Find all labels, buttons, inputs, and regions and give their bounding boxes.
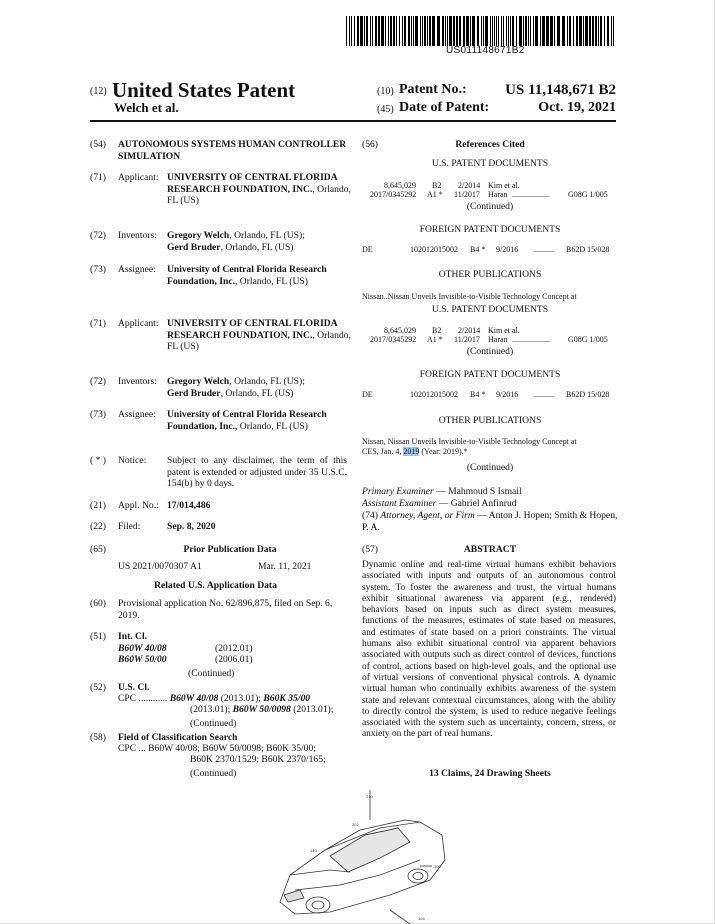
inventor-1: Gregory Welch [167,230,230,241]
foreign-docs-heading: FOREIGN PATENT DOCUMENTS [419,224,561,235]
barcode-bar [357,16,359,46]
barcode-bar [519,16,522,46]
inventor-2-dup: Gerd Bruder [167,387,221,399]
foreign-docs-heading-dup: FOREIGN PATENT DOCUMENTS [419,369,561,380]
figure-label-3: 300 [434,864,441,869]
us-ref-1-inventor-dup: Kim et al. [488,326,520,335]
us-ref-2-kind: A1 * [427,190,443,199]
barcode-bar [381,16,384,46]
inventor-2-location-dup: , Orlando, FL (US) [220,387,294,399]
us-ref-2-class-dup: G08G 1/005 [568,335,608,344]
barcode-bar [388,16,389,46]
claims-count: 13 Claims, 24 Drawing Sheets [429,768,551,779]
assignee-label-dup: Assignee: [118,409,156,420]
barcode-bar [354,16,355,46]
primary-examiner-label: Primary Examiner [362,486,434,497]
us-ref-1-inventor: Kim et al. [488,181,520,190]
barcode-bar [540,16,541,46]
barcode-bar [569,16,571,46]
field-21-num: (21) [90,500,106,511]
assistant-examiner-name: — Gabriel Anfinrud [436,498,517,509]
barcode-bar [420,16,421,46]
cpc-c: B60W 50/0098 [232,704,291,715]
document-title: United States Patent [112,78,296,102]
barcode-bar [346,16,347,46]
barcode-bar [485,16,488,46]
inventor-1-location-dup: , Orlando, FL (US); [229,376,305,387]
barcode-bar [437,16,440,46]
field-73-num-dup: (73) [90,409,106,420]
figure-label-4: 202 [352,822,359,827]
barcode-bar [533,16,534,46]
cpc-prefix: CPC ............ [118,693,168,704]
us-docs-heading: U.S. PATENT DOCUMENTS [431,158,549,169]
field-search-continued: (Continued) [190,768,237,779]
barcode-bar [375,16,377,46]
us-ref-2-inventor: Haran [488,190,508,199]
nissan-line-1: Nissan, Nissan Unveils Invisible-to-Visible Technology Concept at [362,437,577,446]
assignee-name-dup: University of Central Florida Research Foundation, Inc. [167,409,327,432]
barcode-bar [579,16,582,46]
barcode-bar [378,16,380,46]
notice-num: ( * ) [90,455,106,466]
barcode-bar [422,16,423,46]
us-ref-1-date-dup: 2/2014 [458,326,481,335]
us-ref-2-number-dup: 2017/0345292 [370,335,417,344]
field-54-num: (54) [90,139,106,150]
barcode-bar [542,16,545,46]
patent-number: US 11,148,671 B2 [505,82,616,98]
barcode-bar [396,16,397,46]
applicant-location-dup: , Orlando, FL (US) [167,329,351,352]
barcode-bar [463,16,465,46]
us-ref-2-kind-dup: A1 * [427,335,443,344]
barcode-bar [366,16,368,46]
barcode-bar [432,16,435,46]
barcode-bar [408,16,410,46]
inventors-label-dup: Inventors: [118,376,157,387]
barcode-bar [576,16,578,46]
abstract-text: Dynamic online and real-time virtual humans exhibit behaviors associated with inputs and outputs of an autonomous control system. To foster the awareness and trust, the virtual humans exhibit situational awareness via apparent (e.g., rendered) behaviors based on inputs such as direct system measures, functions of the measures, estimates of state based on measures, and estimates of state based on a priori constraints. The virtual humans also exhibit situational control via apparent behaviors associated with outputs such as direct control of devices, functions of control, actions based on high-level goals, and the optional use of virtual versions of conventional physical controls. A dynamic virtual human who continually exhibits awareness of the system state and relevant contextual circumstances, along with the ability to directly control the system, is used to reduce negative feelings associated with the system such as uncertainty, concern, stress, or anxiety on the part of real humans. [362,560,616,740]
us-ref-2-date: 11/2017 [454,190,480,199]
us-ref-2-number: 2017/0345292 [370,190,417,199]
barcode-bar [477,16,479,46]
filed-value: Sep. 8, 2020 [167,521,216,532]
field-51-num: (51) [90,631,106,642]
barcode-bar [611,16,612,46]
barcode-bar [516,16,517,46]
inventor-1-location: , Orlando, FL (US); [229,230,305,241]
barcode-bar [498,16,499,46]
cpc-b: B60K 35/00 [263,693,311,704]
applicant-label-dup: Applicant: [118,318,159,329]
foreign-ref-date: 9/2016 [496,245,519,254]
figure-label-5: 140 [310,848,317,853]
assignee-label: Assignee: [118,264,156,275]
barcode-bar [442,16,444,46]
us-ref-2-class: G08G 1/005 [568,190,608,199]
barcode-bar [530,16,531,46]
patent-no-label: Patent No.: [399,82,467,97]
us-ref-1-number: 8,645,029 [384,181,416,190]
barcode-bar [494,16,495,46]
field-search-line-2: B60K 2370/1529; B60K 2370/165; [190,754,326,765]
barcode-bar [554,16,555,46]
other-pubs-heading-dup: OTHER PUBLICATIONS [438,415,542,426]
barcode-bar [600,16,602,46]
barcode-bar [525,16,527,46]
us-refs-continued-dup: (Continued) [466,346,514,357]
barcode-bar [445,16,446,46]
foreign-ref-class-dup: B62D 15/028 [566,390,610,399]
int-cl-1-date: (2012.01) [215,643,253,654]
assignee-location-dup: , Orlando, FL (US) [234,420,308,432]
barcode-bar [393,16,395,46]
us-ref-2-inventor-dup: Haran [488,335,508,344]
barcode-bar [490,16,491,46]
int-cl-1: B60W 40/08 [118,643,167,654]
inventor-2: Gerd Bruder [167,241,221,253]
figure-label-2: 104 [418,916,425,921]
assignee-value [167,264,357,287]
us-ref-2-dots: ................... [512,190,550,199]
us-ref-1-date: 2/2014 [458,181,481,190]
figure-label-1: 210 [366,794,373,799]
barcode-bar [449,16,452,46]
car-figure [270,790,450,924]
field-52-num: (52) [90,682,106,693]
header-code-45: (45) [377,104,394,115]
us-ref-1-kind: B2 [432,181,442,190]
date-label: Date of Patent: [399,100,490,115]
barcode-bar [506,16,507,46]
notice-label: Notice: [118,455,147,466]
appl-no-value: 17/014,486 [167,500,211,511]
primary-examiner-name: — Mahmoud S Ismail [433,486,522,497]
foreign-ref-number: 102012015002 [410,245,458,254]
appl-no-label: Appl. No.: [118,500,159,511]
related-apps-heading: Related U.S. Application Data [154,580,277,591]
field-60-num: (60) [90,598,106,609]
applicant-value [167,172,352,207]
us-cl-label: U.S. Cl. [118,682,150,693]
prior-pub-date: Mar. 11, 2021 [258,561,312,572]
attorney-label: Attorney, Agent, or Firm [380,510,475,521]
other-pubs-heading: OTHER PUBLICATIONS [438,269,542,280]
foreign-ref-kind-dup: B4 * [470,390,486,399]
barcode-bar [550,16,553,46]
barcode-bar [470,16,471,46]
field-22-num: (22) [90,521,106,532]
barcode-bar [402,16,403,46]
us-docs-heading-dup: U.S. PATENT DOCUMENTS [431,304,549,315]
attorney-name: — Anton J. Hopen; Smith & Hopen, P. A. [362,510,618,533]
barcode-bar [411,16,412,46]
barcode-bar [429,16,431,46]
us-ref-1-kind-dup: B2 [432,326,442,335]
barcode-bar [399,16,400,46]
us-refs-continued: (Continued) [466,201,514,212]
abstract-heading: ABSTRACT [463,544,517,555]
barcode-bar [447,16,448,46]
barcode-bar [370,16,371,46]
other-pubs-continued: (Continued) [466,462,514,473]
inventors-value [167,230,357,253]
inventors-short: Welch et al. [114,100,179,115]
barcode-bar [459,16,461,46]
assignee-name: University of Central Florida Research Foundation, Inc. [167,264,327,287]
barcode-bar [573,16,574,46]
patent-date: Oct. 19, 2021 [538,100,616,115]
barcode-bar [528,16,529,46]
barcode-bar [557,16,560,46]
int-cl-2-date: (2006.01) [215,654,253,665]
assistant-examiner-label: Assistant Examiner [362,498,437,509]
selected-year-highlight[interactable]: 2019 [403,446,420,456]
barcode-bar [607,16,609,46]
nissan-line-2b: (Year: 2019).* [419,446,468,456]
attorney-num: (74) [362,510,378,521]
applicant-label: Applicant: [118,172,159,183]
field-71-num-dup: (71) [90,318,106,329]
barcode-bar [589,16,591,46]
barcode-bar [501,16,502,46]
field-71-num: (71) [90,172,106,183]
nissan-line-2a: CES, Jan. 4, [362,446,404,456]
prior-publication-heading: Prior Publication Data [183,544,277,555]
applicant-value-dup [167,318,352,353]
barcode-bar [496,16,497,46]
barcode-bar [481,16,482,46]
barcode-bar [508,16,509,46]
cpc-a-date: (2013.01); [218,693,264,704]
barcode-bar [404,16,406,46]
barcode-bar [453,16,455,46]
us-cl-cpc-line2 [190,704,350,716]
us-ref-2-date-dup: 11/2017 [454,335,480,344]
barcode-bar [567,16,568,46]
assignee-value-dup [167,409,357,432]
field-72-num-dup: (72) [90,376,106,387]
foreign-ref-class: B62D 15/028 [566,245,610,254]
field-56-num: (56) [362,139,378,150]
applicant-location: , Orlando, FL (US) [167,183,351,206]
field-72-num: (72) [90,230,106,241]
barcode-bar [592,16,594,46]
references-heading: References Cited [455,139,525,150]
barcode-bar [360,16,363,46]
applicant-name-dup: UNIVERSITY OF CENTRAL FLORIDA RESEARCH FOUNDATION, INC. [167,318,338,341]
field-search-label: Field of Classification Search [118,732,238,743]
nissan-citation [362,437,620,456]
barcode-bar [613,16,614,46]
prior-pub-number: US 2021/0070307 A1 [118,561,202,572]
barcode-bar [583,16,584,46]
barcode-bar [351,16,352,46]
barcode-bar [562,16,565,46]
barcode-bar [585,16,588,46]
primary-examiner [362,486,620,498]
assignee-location: , Orlando, FL (US) [234,275,308,287]
provisional-text: Provisional application No. 62/896,875, filed on Sep. 6, 2019. [118,598,333,621]
barcode-bar [472,16,475,46]
foreign-ref-number-dup: 102012015002 [410,390,458,399]
int-cl-label: Int. Cl. [118,631,148,642]
filed-label: Filed: [118,521,141,532]
cpc-b-date: (2013.01); [190,704,233,715]
int-cl-2: B60W 50/00 [118,654,167,665]
notice-text: Subject to any disclaimer, the term of this patent is extended or adjusted under 35 U.S.C. 154(b) by 0 days. [167,455,347,489]
us-cl-continued: (Continued) [190,718,237,729]
barcode-bar [413,16,414,46]
barcode-bar [390,16,392,46]
barcode-bar [604,16,605,46]
foreign-ref-country-dup: DE [362,390,373,399]
cpc-c-date: (2013.01); [290,704,334,715]
barcode-bar [483,16,484,46]
field-65-num: (65) [90,544,106,555]
inventor-1-dup: Gregory Welch [167,376,230,387]
foreign-ref-date-dup: 9/2016 [496,390,519,399]
barcode-bar [372,16,373,46]
foreign-ref-dots-dup: .......... [534,390,554,399]
field-57-num: (57) [362,544,378,555]
barcode-bar [595,16,597,46]
field-search-line-1: CPC ... B60W 40/08; B60W 50/0098; B60K 35/00; [118,743,316,754]
foreign-ref-kind: B4 * [470,245,486,254]
foreign-ref-country: DE [362,245,373,254]
us-ref-1-number-dup: 8,645,029 [384,326,416,335]
barcode-bar [492,16,493,46]
assistant-examiner [362,498,620,510]
foreign-ref-dots: .......... [534,245,554,254]
field-73-num: (73) [90,264,106,275]
us-ref-2-dots-dup: ................... [512,335,550,344]
field-58-num: (58) [90,732,106,743]
inventor-2-location: , Orlando, FL (US) [220,241,294,253]
barcode-bar [364,16,365,46]
barcode-bar [503,16,504,46]
barcode-number: US011148671B2 [446,45,525,56]
barcode [346,16,616,46]
header-rule [90,120,616,122]
barcode-bar [415,16,418,46]
us-cl-cpc [118,693,350,705]
cpc-a: B60W 40/08 [169,693,219,704]
barcode-bar [598,16,599,46]
barcode-bar [512,16,514,46]
attorney [362,510,618,533]
invention-title: AUTONOMOUS SYSTEMS HUMAN CONTROLLER SIMULATION [118,139,347,162]
barcode-bar [466,16,469,46]
inventors-label: Inventors: [118,230,157,241]
nissan-citation-truncated: Nissan..Nissan Unveils Invisible-to-Visible Technology Concept at [362,292,577,301]
barcode-bar [510,16,511,46]
header-code-10: (10) [377,86,394,97]
applicant-name: UNIVERSITY OF CENTRAL FLORIDA RESEARCH FOUNDATION, INC. [167,172,338,195]
barcode-bar [546,16,549,46]
barcode-bar [385,16,386,46]
barcode-bar [427,16,428,46]
header-code-12: (12) [90,86,107,97]
int-cl-continued: (Continued) [188,668,235,679]
barcode-bar [523,16,524,46]
inventors-value-dup [167,376,357,399]
barcode-bar [424,16,426,46]
barcode-bar [535,16,538,46]
barcode-bar [456,16,458,46]
barcode-bar [349,16,350,46]
